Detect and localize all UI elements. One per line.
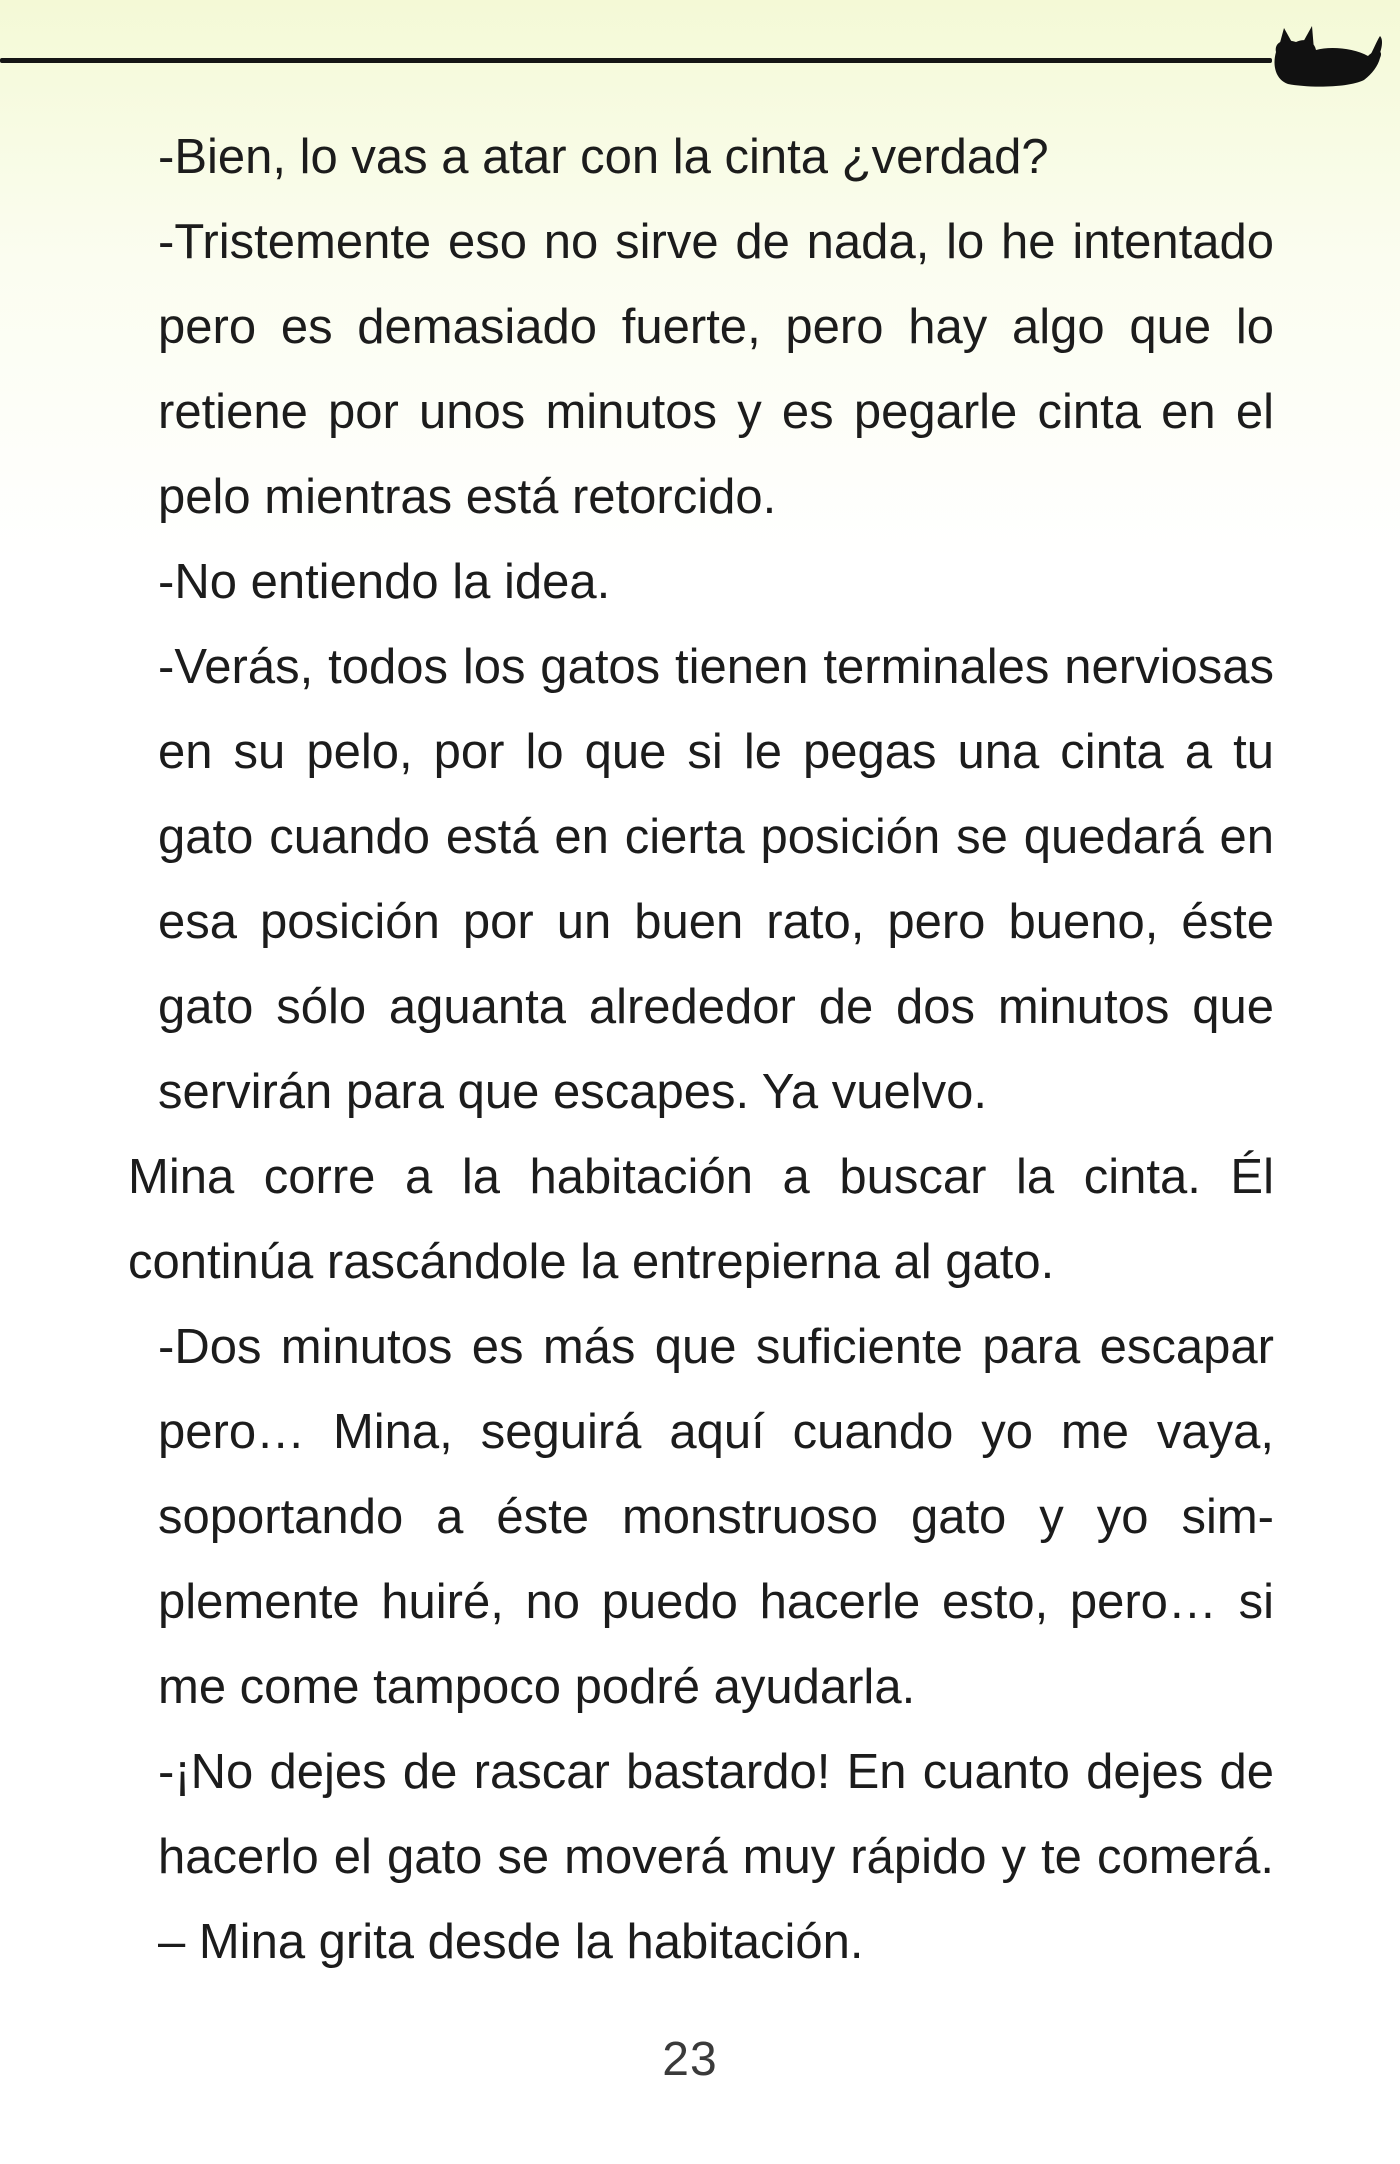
page-number: 23 <box>662 2033 718 2086</box>
cat-silhouette-icon <box>1268 22 1386 92</box>
dialog-paragraph: -¡No dejes de rascar bastardo! En cuanto dejes de hacerlo el gato se moverá muy rápido y te comerá. – Mina grita desde la habitación. <box>158 1745 1274 1969</box>
dialog-paragraph: -No entiendo la idea. <box>158 555 611 609</box>
header-rule <box>0 58 1272 63</box>
body-text <box>128 115 1274 1985</box>
dialog-paragraph: -Verás, todos los gatos tienen terminales nerviosas en su pelo, por lo que si le pegas una cinta a tu gato cuando está en cierta posición se quedará en esa posición por un buen rato, pero bueno, éste gato sólo aguanta alrededor de dos minutos que servirán para que escapes. Ya vuelvo. <box>158 640 1274 1119</box>
dialog-paragraph: -Bien, lo vas a atar con la cinta ¿verdad? <box>158 130 1049 184</box>
dialog-paragraph: -Tristemente eso no sirve de nada, lo he intentado pero es demasiado fuerte, pero hay algo que lo retiene por unos minutos y es pegarle cinta en el pelo mientras está retorcido. <box>158 215 1274 524</box>
narration-paragraph: Mina corre a la habitación a buscar la cinta. Él continúa rascándole la entrepierna al gato. <box>128 1150 1274 1289</box>
dialog-paragraph: -Dos minutos es más que suficiente para escapar pero… Mina, seguirá aquí cuando yo me vaya, soportando a éste monstruoso gato y yo simplemente huiré, no puedo hacerle esto, pero… si me come tampoco podré ayudarla. <box>158 1320 1274 1714</box>
